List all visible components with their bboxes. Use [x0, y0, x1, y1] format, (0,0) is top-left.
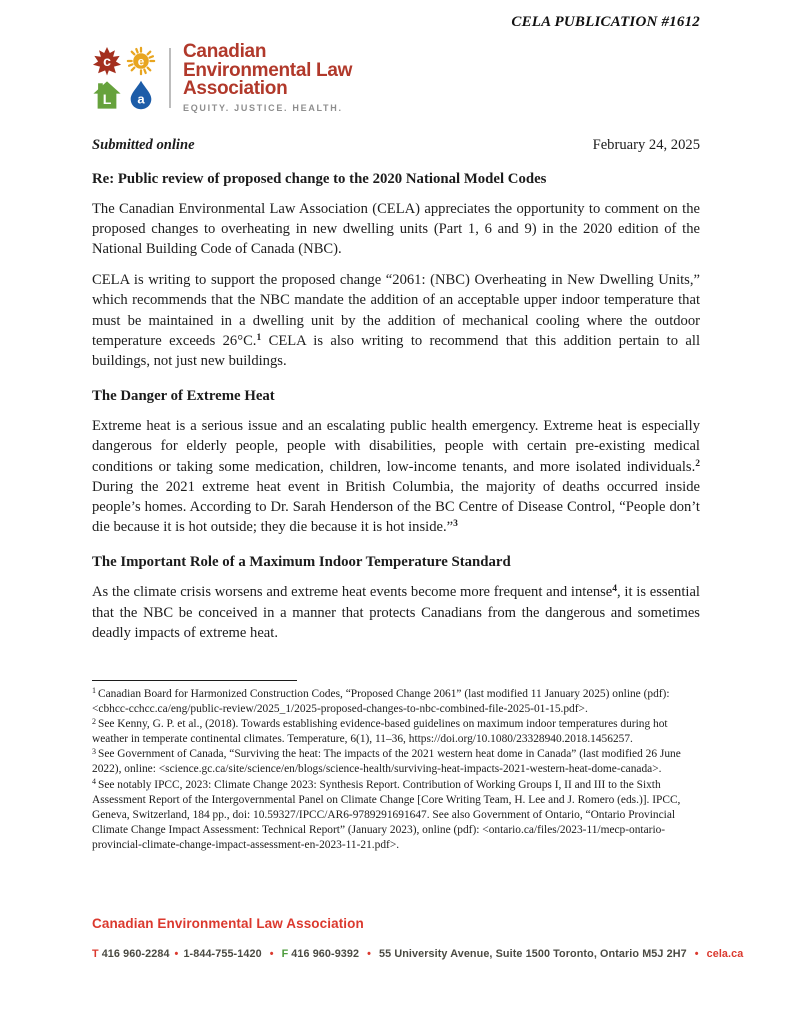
phone-number: 416 960-2284: [101, 948, 170, 960]
fax-label: F: [281, 948, 289, 960]
footnote-3: $^3$ See Government of Canada, “Surviving the heat: The impacts of the 2021 western heat dome in Canada” (last modified 26 June 2022), online: <science.gc.ca/site/science/en/blogs/science-health/surviving-heat-impacts-2021-western-heat-dome-canada>.: [92, 746, 681, 776]
sun-icon: [126, 46, 156, 76]
section-heading-danger: The Danger of Extreme Heat: [92, 388, 275, 405]
paragraph-danger: Extreme heat is a serious issue and an escalating public health emergency. Extreme heat is especially dangerous for elderly people, people with disabilities, people with certain pre-existing medical conditions or taking some medication, children, low-income tenants, and more isolated individuals.$^2$ During the 2021 extreme heat event in British Columbia, the majority of deaths occurred inside people’s homes. According to Dr. Sarah Henderson of the BC Centre of Disease Control, “People don’t die because it is hot outside; they die because it is hot inside.”$^3$: [92, 418, 700, 536]
footnote-separator: [92, 680, 297, 681]
paragraph-intro: The Canadian Environmental Law Association (CELA) appreciates the opportunity to comment on the proposed changes to overheating in new dwelling units (Part 1, 6 and 9) in the 2020 edition of the National Building Code of Canada (NBC).: [92, 200, 700, 257]
footnotes-section: [92, 680, 700, 853]
footnote-ref-4: 4: [612, 584, 618, 595]
publication-number: CELA PUBLICATION #1612: [511, 14, 700, 30]
water-drop-icon: [126, 80, 156, 110]
bullet-separator: •: [269, 948, 274, 960]
section-heading-standard: The Important Role of a Maximum Indoor Temperature Standard: [92, 554, 511, 571]
footnote-2: $^2$ See Kenny, G. P. et al., (2018). Towards establishing evidence-based guidelines on maximum indoor temperatures during hot weather in temperate continental climates. Temperature, 6(1), 11–36, https://doi.org/10.1080/23328940.2018.1456257.: [92, 716, 668, 746]
footer-contact: [92, 948, 744, 960]
svg-text:a: a: [137, 91, 145, 107]
bullet-separator: •: [694, 948, 699, 960]
website-link: cela.ca: [706, 948, 744, 960]
footnote-ref-2: 2: [695, 458, 700, 469]
logo-tagline: EQUITY. JUSTICE. HEALTH.: [183, 102, 343, 113]
paragraph-standard: As the climate crisis worsens and extreme heat events become more frequent and intense$^4$, it is essential that the NBC be conceived in a manner that protects Canadians from the dangerous and sometimes deadly impacts of extreme heat.: [92, 584, 700, 641]
bullet-separator: •: [367, 948, 372, 960]
logo-divider: [169, 48, 171, 108]
subject-line: Re: Public review of proposed change to the 2020 National Model Codes: [92, 170, 547, 187]
letter-date: February 24, 2025: [592, 136, 700, 153]
submitted-note: Submitted online: [92, 136, 195, 153]
bullet-separator: •: [174, 948, 179, 960]
svg-text:e: e: [137, 55, 145, 69]
tollfree-number: 1-844-755-1420: [183, 948, 262, 960]
logo-icon-grid: [92, 46, 156, 110]
maple-leaf-icon: [92, 46, 122, 76]
footnote-4: $^4$ See notably IPCC, 2023: Climate Change 2023: Synthesis Report. Contribution of Working Groups I, II and III to the Sixth Assessment Report of the Intergovernmental Panel on Climate Change [Core Writing Team, H. Lee and J. Romero (eds.)]. IPCC, Geneva, Switzerland, 184 pp., doi: 10.59327/IPCC/AR6-9789291691647. See also Government of Ontario, “Ontario Provincial Climate Change Impact Assessment: Technical Report” (January 2023), online (pdf): <ontario.ca/files/2023-11/mecp-ontario-provincial-climate-change-impact-assessment-en-2023-11-21.pdf>.: [92, 777, 681, 851]
org-logo: [92, 43, 700, 113]
footnote-ref-3: 3: [453, 519, 458, 530]
logo-wordmark: Canadian Environmental Law Association: [183, 41, 353, 99]
footnote-1: $^1$ Canadian Board for Harmonized Construction Codes, “Proposed Change 2061” (last modified 11 January 2025) online (pdf): <cbhcc-cchcc.ca/eng/public-review/2025_1/2025-proposed-changes-to-nbc-combined-file-2025-01-15.pdf>.: [92, 686, 670, 716]
logo-text: [183, 43, 352, 113]
house-icon: [92, 80, 122, 110]
fax-number: 416 960-9392: [291, 948, 360, 960]
telephone-label: T: [92, 948, 99, 960]
footer-org-name: Canadian Environmental Law Association: [92, 916, 364, 931]
date-row: [92, 137, 700, 154]
footnote-ref-1: 1: [256, 332, 262, 343]
svg-text:L: L: [102, 90, 112, 107]
svg-text:c: c: [103, 52, 111, 69]
office-address: 55 University Avenue, Suite 1500 Toronto, Ontario M5J 2H7: [379, 948, 687, 960]
paragraph-support: CELA is writing to support the proposed change “2061: (NBC) Overheating in New Dwelling Units,” which recommends that the NBC mandate the addition of an acceptable upper indoor temperature that must be maintained in a dwelling unit by the addition of mechanical cooling where the outdoor temperature exceeds 26°C.$^1$ CELA is also writing to recommend that this addition pertain to all buildings, not just new buildings.: [92, 272, 700, 369]
